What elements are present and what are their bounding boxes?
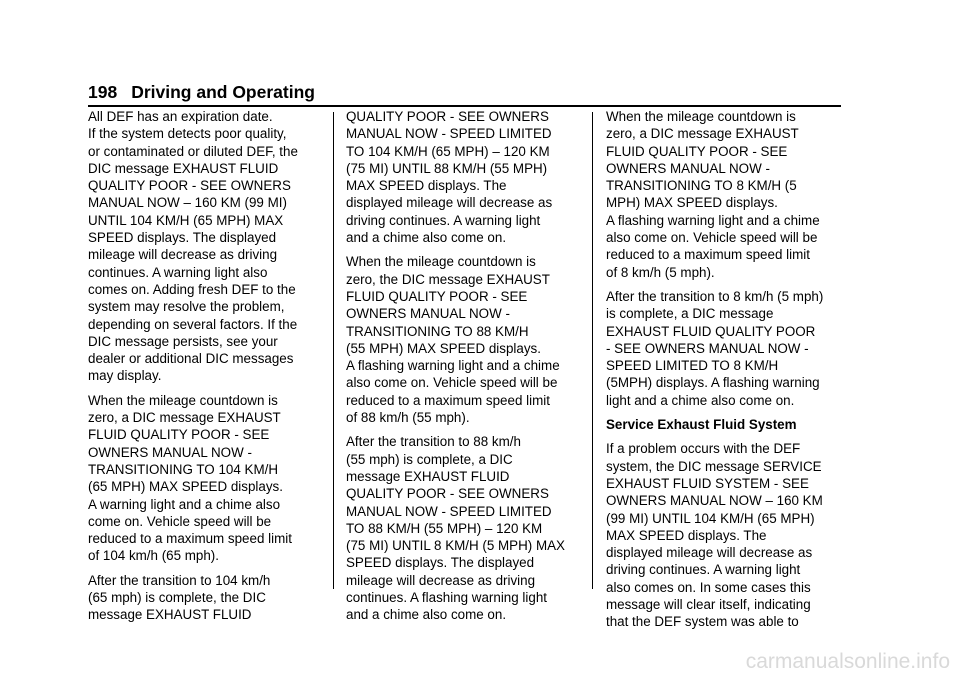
text-line: MAX SPEED displays. The: [346, 178, 507, 194]
text-line: mileage will decrease as driving: [346, 572, 536, 588]
header-rule: [88, 105, 841, 107]
text-line: MANUAL NOW - SPEED LIMITED: [346, 126, 552, 142]
section-title: Driving and Operating: [131, 82, 315, 102]
text-line: QUALITY POOR - SEE OWNERS: [346, 486, 549, 502]
text-line: also come on. Vehicle speed will be: [606, 230, 818, 246]
text-line: of 88 km/h (55 mph).: [346, 410, 470, 426]
text-line: (65 mph) is complete, the DIC: [88, 590, 266, 606]
text-line: A flashing warning light and a chime: [346, 358, 560, 374]
text-line: may display.: [88, 368, 162, 384]
text-line: OWNERS MANUAL NOW – 160 KM: [606, 493, 823, 509]
text-line: continues. A flashing warning light: [346, 590, 547, 606]
text-line: TRANSITIONING TO 8 KM/H (5: [606, 178, 797, 194]
text-line: mileage will decrease as driving: [88, 247, 278, 263]
text-line: OWNERS MANUAL NOW -: [88, 444, 252, 460]
text-line: SPEED displays. The displayed: [346, 555, 535, 571]
paragraph-gap: [88, 385, 324, 392]
text-line: FLUID QUALITY POOR - SEE: [88, 427, 270, 443]
text-line: FLUID QUALITY POOR - SEE: [606, 143, 788, 159]
text-line: A flashing warning light and a chime: [606, 212, 820, 228]
text-line: also come on. Vehicle speed will be: [346, 375, 558, 391]
text-line: When the mileage countdown is: [88, 392, 278, 408]
paragraph-gap: [606, 409, 846, 416]
paragraph-gap: [606, 433, 846, 440]
text-line: system, the DIC message SERVICE: [606, 458, 822, 474]
text-line: When the mileage countdown is: [346, 254, 536, 270]
text-line: of 8 km/h (5 mph).: [606, 264, 715, 280]
text-line: come on. Vehicle speed will be: [88, 513, 272, 529]
text-line: - SEE OWNERS MANUAL NOW -: [606, 340, 809, 356]
text-line: also comes on. In some cases this: [606, 579, 811, 595]
text-line: After the transition to 88 km/h: [346, 434, 521, 450]
text-line: MAX SPEED displays. The: [606, 527, 767, 543]
text-line: If the system detects poor quality,: [88, 126, 287, 142]
text-line: TRANSITIONING TO 88 KM/H: [346, 323, 529, 339]
text-line: depending on several factors. If the: [88, 316, 298, 332]
text-column-3: [606, 108, 846, 631]
text-line: EXHAUST FLUID SYSTEM - SEE: [606, 475, 809, 491]
text-line: (75 MI) UNTIL 8 KM/H (5 MPH) MAX: [346, 538, 565, 554]
text-line: DIC message persists, see your: [88, 333, 278, 349]
text-line: and a chime also come on.: [346, 230, 507, 246]
text-line: OWNERS MANUAL NOW -: [606, 160, 770, 176]
text-line: (5MPH) displays. A flashing warning: [606, 375, 820, 391]
text-line: message EXHAUST FLUID: [346, 468, 510, 484]
page-number: 198: [88, 82, 118, 102]
text-line: (55 mph) is complete, a DIC: [346, 451, 513, 467]
text-line: MANUAL NOW - SPEED LIMITED: [346, 503, 552, 519]
text-line: reduced to a maximum speed limit: [88, 531, 292, 547]
text-line: If a problem occurs with the DEF: [606, 441, 801, 457]
text-line: EXHAUST FLUID QUALITY POOR: [606, 323, 816, 339]
text-line: TRANSITIONING TO 104 KM/H: [88, 461, 278, 477]
paragraph-gap: [346, 246, 580, 253]
text-line: driving continues. A warning light: [606, 562, 801, 578]
column-divider-1: [333, 112, 334, 589]
watermark: carmanualsonline.info: [745, 650, 950, 673]
text-line: reduced to a maximum speed limit: [606, 247, 810, 263]
text-column-2: [346, 108, 580, 624]
text-line: dealer or additional DIC messages: [88, 351, 294, 367]
text-line: TO 88 KM/H (55 MPH) – 120 KM: [346, 520, 543, 536]
text-line: (75 MI) UNTIL 88 KM/H (55 MPH): [346, 160, 548, 176]
text-line: MANUAL NOW – 160 KM (99 MI): [88, 195, 287, 211]
text-line: UNTIL 104 KM/H (65 MPH) MAX: [88, 212, 284, 228]
text-line: system may resolve the problem,: [88, 299, 285, 315]
text-line: (55 MPH) MAX SPEED displays.: [346, 340, 541, 356]
text-line: After the transition to 8 km/h (5 mph): [606, 288, 824, 304]
text-line: is complete, a DIC message: [606, 306, 774, 322]
text-line: continues. A warning light also: [88, 264, 268, 280]
column-divider-2: [592, 112, 593, 589]
text-line: (65 MPH) MAX SPEED displays.: [88, 479, 283, 495]
text-line: FLUID QUALITY POOR - SEE: [346, 288, 528, 304]
text-line: (99 MI) UNTIL 104 KM/H (65 MPH): [606, 510, 815, 526]
text-line: MPH) MAX SPEED displays.: [606, 195, 778, 211]
text-line: OWNERS MANUAL NOW -: [346, 306, 510, 322]
text-line: of 104 km/h (65 mph).: [88, 548, 219, 564]
section-subheading: Service Exhaust Fluid System: [606, 417, 797, 433]
text-line: displayed mileage will decrease as: [346, 195, 553, 211]
text-line: light and a chime also come on.: [606, 392, 795, 408]
text-line: zero, a DIC message EXHAUST: [88, 410, 281, 426]
text-line: After the transition to 104 km/h: [88, 572, 271, 588]
paragraph-gap: [346, 426, 580, 433]
text-line: driving continues. A warning light: [346, 212, 541, 228]
text-line: QUALITY POOR - SEE OWNERS: [88, 178, 291, 194]
text-line: SPEED LIMITED TO 8 KM/H: [606, 358, 779, 374]
text-line: DIC message EXHAUST FLUID: [88, 160, 279, 176]
text-line: When the mileage countdown is: [606, 109, 796, 124]
text-line: TO 104 KM/H (65 MPH) – 120 KM: [346, 143, 550, 159]
text-line: All DEF has an expiration date.: [88, 109, 273, 124]
text-line: comes on. Adding fresh DEF to the: [88, 281, 296, 297]
text-line: displayed mileage will decrease as: [606, 545, 813, 561]
text-line: A warning light and a chime also: [88, 496, 281, 512]
text-line: reduced to a maximum speed limit: [346, 392, 550, 408]
text-line: message EXHAUST FLUID: [88, 607, 252, 623]
text-column-1: [88, 108, 324, 624]
text-line: message will clear itself, indicating: [606, 597, 811, 613]
text-line: zero, a DIC message EXHAUST: [606, 126, 799, 142]
paragraph-gap: [88, 565, 324, 572]
page-header: [88, 82, 315, 103]
text-line: QUALITY POOR - SEE OWNERS: [346, 109, 549, 124]
text-line: SPEED displays. The displayed: [88, 230, 277, 246]
text-line: or contaminated or diluted DEF, the: [88, 143, 298, 159]
text-line: and a chime also come on.: [346, 607, 507, 623]
paragraph-gap: [606, 281, 846, 288]
text-line: zero, the DIC message EXHAUST: [346, 271, 550, 287]
text-line: that the DEF system was able to: [606, 614, 799, 630]
